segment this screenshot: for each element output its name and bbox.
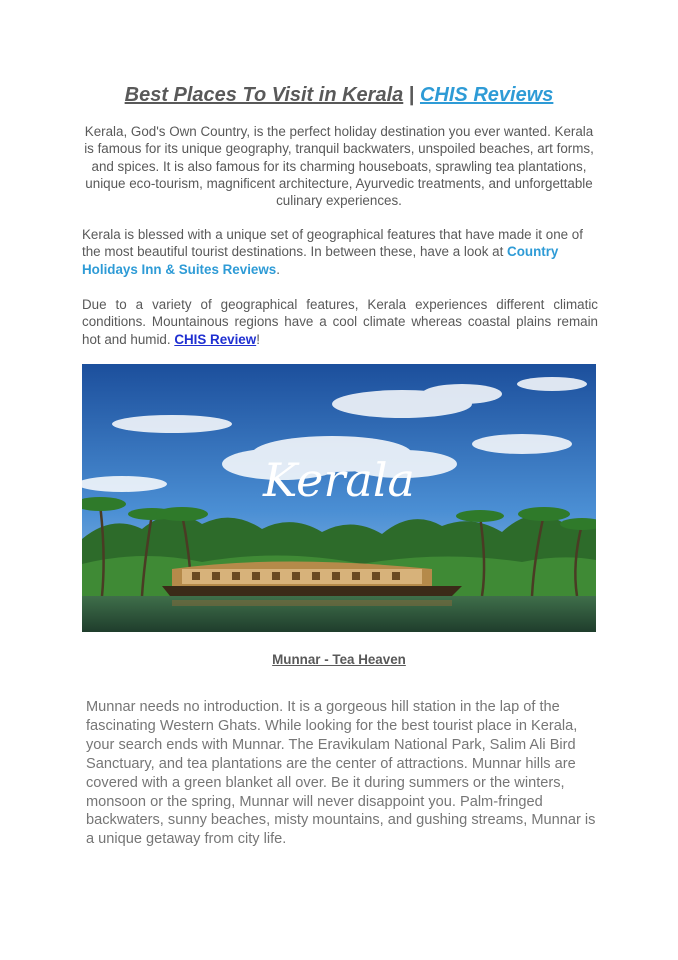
intro-paragraph: Kerala, God's Own Country, is the perfect holiday destination you ever wanted. Kerala is famous for its unique geography, tranquil backwaters, unspoiled beaches, art forms, and spices. It is also famous for its charming houseboats, sprawling tea plantations, unique eco-tourism, magnificent architecture, Ayurvedic treatments, and unforgettable culinary experiences. xyxy=(84,124,594,209)
kerala-houseboat-illustration xyxy=(82,364,596,632)
geography-end: . xyxy=(276,261,280,277)
climate-end: ! xyxy=(256,331,260,347)
chis-review-link[interactable]: CHIS Review xyxy=(174,331,257,347)
munnar-heading: Munnar - Tea Heaven xyxy=(272,652,406,667)
geography-paragraph xyxy=(82,226,598,278)
hero-overlay-text: Kerala xyxy=(263,453,415,507)
country-holidays-link[interactable]: Country Holidays Inn & Suites Reviews xyxy=(82,244,559,277)
title-link-chis-reviews[interactable]: CHIS Reviews xyxy=(419,84,554,106)
title-main: Best Places To Visit in Kerala xyxy=(124,84,404,106)
title-separator: | xyxy=(403,84,420,106)
munnar-paragraph: Munnar needs no introduction. It is a gorgeous hill station in the lap of the fascinating Western Ghats. While looking for the best tourist place in Kerala, your search ends with Munnar. The Eravikulam National Park, Salim Ali Bird Sanctuary, and tea plantations are the center of attractions. Munnar hills are covered with a green blanket all over. Be it during summers or the winters, monsoon or the spring, Munnar will never disappoint you. Palm-fringed backwaters, sunny beaches, misty mountains, and gushing streams, Munnar is a unique getaway from city life. xyxy=(86,699,596,848)
page-title xyxy=(0,84,678,107)
kerala-hero-image xyxy=(82,364,596,632)
climate-text: Due to a variety of geographical features, Kerala experiences different climatic conditions. Mountainous regions have a cool climate whereas coastal plains remain hot and humid. xyxy=(82,297,598,347)
climate-paragraph xyxy=(82,296,598,348)
geography-text: Kerala is blessed with a unique set of geographical features that have made it one of the most beautiful tourist destinations. In between these, have a look at xyxy=(82,227,583,260)
